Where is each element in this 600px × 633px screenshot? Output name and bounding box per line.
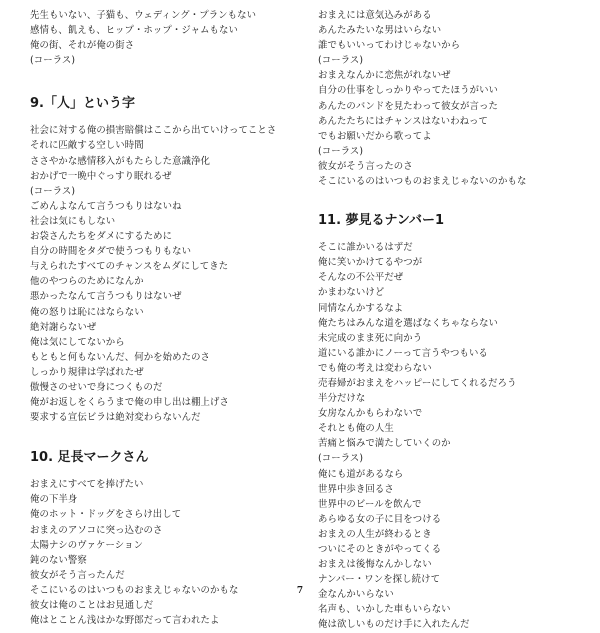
lyric-line: ついにそのときがやってくる	[318, 544, 442, 555]
lyric-line: ごめんよなんて言うつもりはないね	[30, 200, 182, 212]
lyric-line: 売春婦がおまえをハッピーにしてくれるだろう	[318, 377, 517, 389]
page-number: 7	[296, 586, 304, 596]
lyric-line: 世界中のビールを飲んで	[318, 498, 422, 510]
lyric-line: しっかり規律は学ばれたぜ	[30, 366, 144, 378]
lyric-line: 世界中歩き回るさ	[318, 483, 394, 495]
lyric-line: 俺は気にしてないから	[30, 336, 125, 348]
lyric-line: おまえには意気込みがある	[318, 10, 432, 21]
lyric-line: 俺のホット・ドッグをさらけ出して	[30, 509, 182, 521]
lyric-line: 金なんかいらない	[318, 589, 394, 601]
lyric-line: 名声も、いかした車もいらない	[318, 604, 451, 616]
lyric-line: でも俺の考えは変わらない	[318, 362, 432, 374]
lyric-line: 俺がお返しをくらうまで俺の申し出は棚上げさ	[30, 397, 229, 409]
lyric-line: (コーラス)	[318, 453, 364, 465]
lyric-line: あんたみたいな男はいらない	[318, 25, 442, 37]
lyric-line: 彼女がそう言ったのさ	[318, 160, 413, 172]
lyric-line: 自分の仕事をしっかりやってたほうがいい	[318, 85, 499, 97]
lyric-line: 他のやつらのためになんか	[30, 276, 144, 288]
lyric-line: お袋さんたちをダメにするために	[30, 231, 173, 243]
lyric-line: 道にいる誰かにノーって言うやつもいる	[318, 347, 488, 359]
lyric-line: それとも俺の人生	[318, 423, 394, 435]
lyric-line: そこに誰かいるはずだ	[318, 242, 413, 254]
lyric-line: 悪かったなんて言うつもりはないぜ	[30, 291, 182, 303]
lyric-line: (コーラス)	[318, 55, 364, 67]
lyric-line: 俺はとことん浅はかな野郎だって言われたよ	[30, 615, 220, 627]
lyric-line: 彼女は俺のことはお見通しだ	[30, 600, 154, 611]
lyric-line: おまえのアソコに突っ込むのさ	[30, 524, 163, 536]
lyric-line: 同情なんかするなよ	[318, 302, 404, 314]
lyric-line: ナンバー・ワンを探し続けて	[318, 574, 441, 586]
lyric-line: 半分だけな	[318, 393, 366, 405]
song-10-lyrics	[30, 477, 295, 628]
left-column	[30, 8, 295, 628]
lyric-line: あんたたちにはチャンスはないわねって	[318, 115, 488, 127]
left-intro-block	[30, 8, 295, 68]
song-11-lyrics	[318, 240, 583, 632]
lyric-line: あんたのバンドを見たわって彼女が言った	[318, 100, 498, 112]
lyric-line: それに匹敵する空しい時間	[30, 140, 144, 152]
lyric-line: 鈍のない警察	[30, 554, 87, 566]
lyric-line: 感情も、飢えも、ヒップ・ホップ・ジャムもない	[30, 25, 238, 37]
lyric-line: おまえなんかに恋焦がれないぜ	[318, 70, 451, 82]
lyric-line: (コーラス)	[30, 185, 76, 197]
lyric-line: 社会に対する俺の損害賠償はここから出ていけってことさ	[30, 125, 277, 137]
lyric-line: 俺の下半身	[30, 494, 78, 506]
lyric-line: 社会は気にもしない	[30, 215, 116, 227]
lyric-line: 苦痛と悩みで満たしていくのか	[318, 438, 451, 450]
lyric-line: でもお願いだから歌ってよ	[318, 130, 432, 142]
lyric-line: かまわないけど	[318, 287, 385, 299]
right-column	[318, 8, 583, 633]
lyric-line: 太陽ナシのヴァケーション	[30, 539, 144, 551]
lyric-line: そんなの不公平だぜ	[318, 272, 404, 284]
song-9-title: 9.「人」という字	[30, 96, 135, 112]
lyric-line: 女房なんかもらわないで	[318, 408, 423, 420]
lyric-line: 未完成のまま死に向かう	[318, 332, 423, 344]
lyric-line: おまえにすべてを捧げたい	[30, 479, 144, 491]
lyric-line: あらゆる女の子に目をつける	[318, 513, 442, 525]
lyric-line: 彼女がそう言ったんだ	[30, 569, 125, 581]
lyric-line: 俺たちはみんな道を選ばなくちゃならない	[318, 317, 499, 329]
song-11-title: 11. 夢見るナンバー1	[318, 213, 445, 229]
lyric-line: 俺の街、それが俺の街さ	[30, 40, 135, 52]
lyric-line: 与えられたすべてのチャンスをムダにしてきた	[30, 261, 229, 273]
lyric-line: 誰でもいいってわけじゃないから	[318, 40, 461, 52]
lyric-line: おまえの人生が終わるとき	[318, 528, 432, 540]
lyric-line: 俺の怒りは恥にはならない	[30, 306, 144, 318]
lyric-line: 俺に笑いかけてるやつが	[318, 257, 423, 269]
lyric-line: 自分の時間をタダで使うつもりもない	[30, 246, 192, 258]
lyric-line: 絶対謝らないぜ	[30, 321, 97, 333]
lyric-line: そこにいるのはいつものおまえじゃないのかもな	[318, 176, 527, 188]
lyric-line: 俺は欲しいものだけ手に入れたんだ	[318, 619, 470, 631]
lyric-line: そこにいるのはいつものおまえじゃないのかもな	[30, 584, 239, 596]
song-10-title: 10. 足長マークさん	[30, 450, 149, 466]
lyric-line: もともと何もないんだ、何かを始めたのさ	[30, 351, 211, 363]
lyric-line: おかげで一晩中ぐっすり眠れるぜ	[30, 170, 172, 182]
lyric-line: (コーラス)	[30, 55, 76, 67]
lyric-line: 俺にも道があるなら	[318, 468, 404, 480]
lyric-line: 先生もいない、子猫も、ウェディング・プランもない	[30, 10, 257, 21]
right-intro-block	[318, 8, 583, 189]
lyric-line: (コーラス)	[318, 145, 364, 157]
lyric-line: おまえは後悔なんかしない	[318, 559, 432, 571]
lyric-line: 要求する宣伝ビラは絶対変わらないんだ	[30, 412, 201, 424]
lyric-line: ささやかな感情移入がもたらした意識浄化	[30, 155, 211, 167]
song-9-lyrics	[30, 123, 295, 425]
lyric-line: 傲慢さのせいで身につくものだ	[30, 381, 163, 393]
